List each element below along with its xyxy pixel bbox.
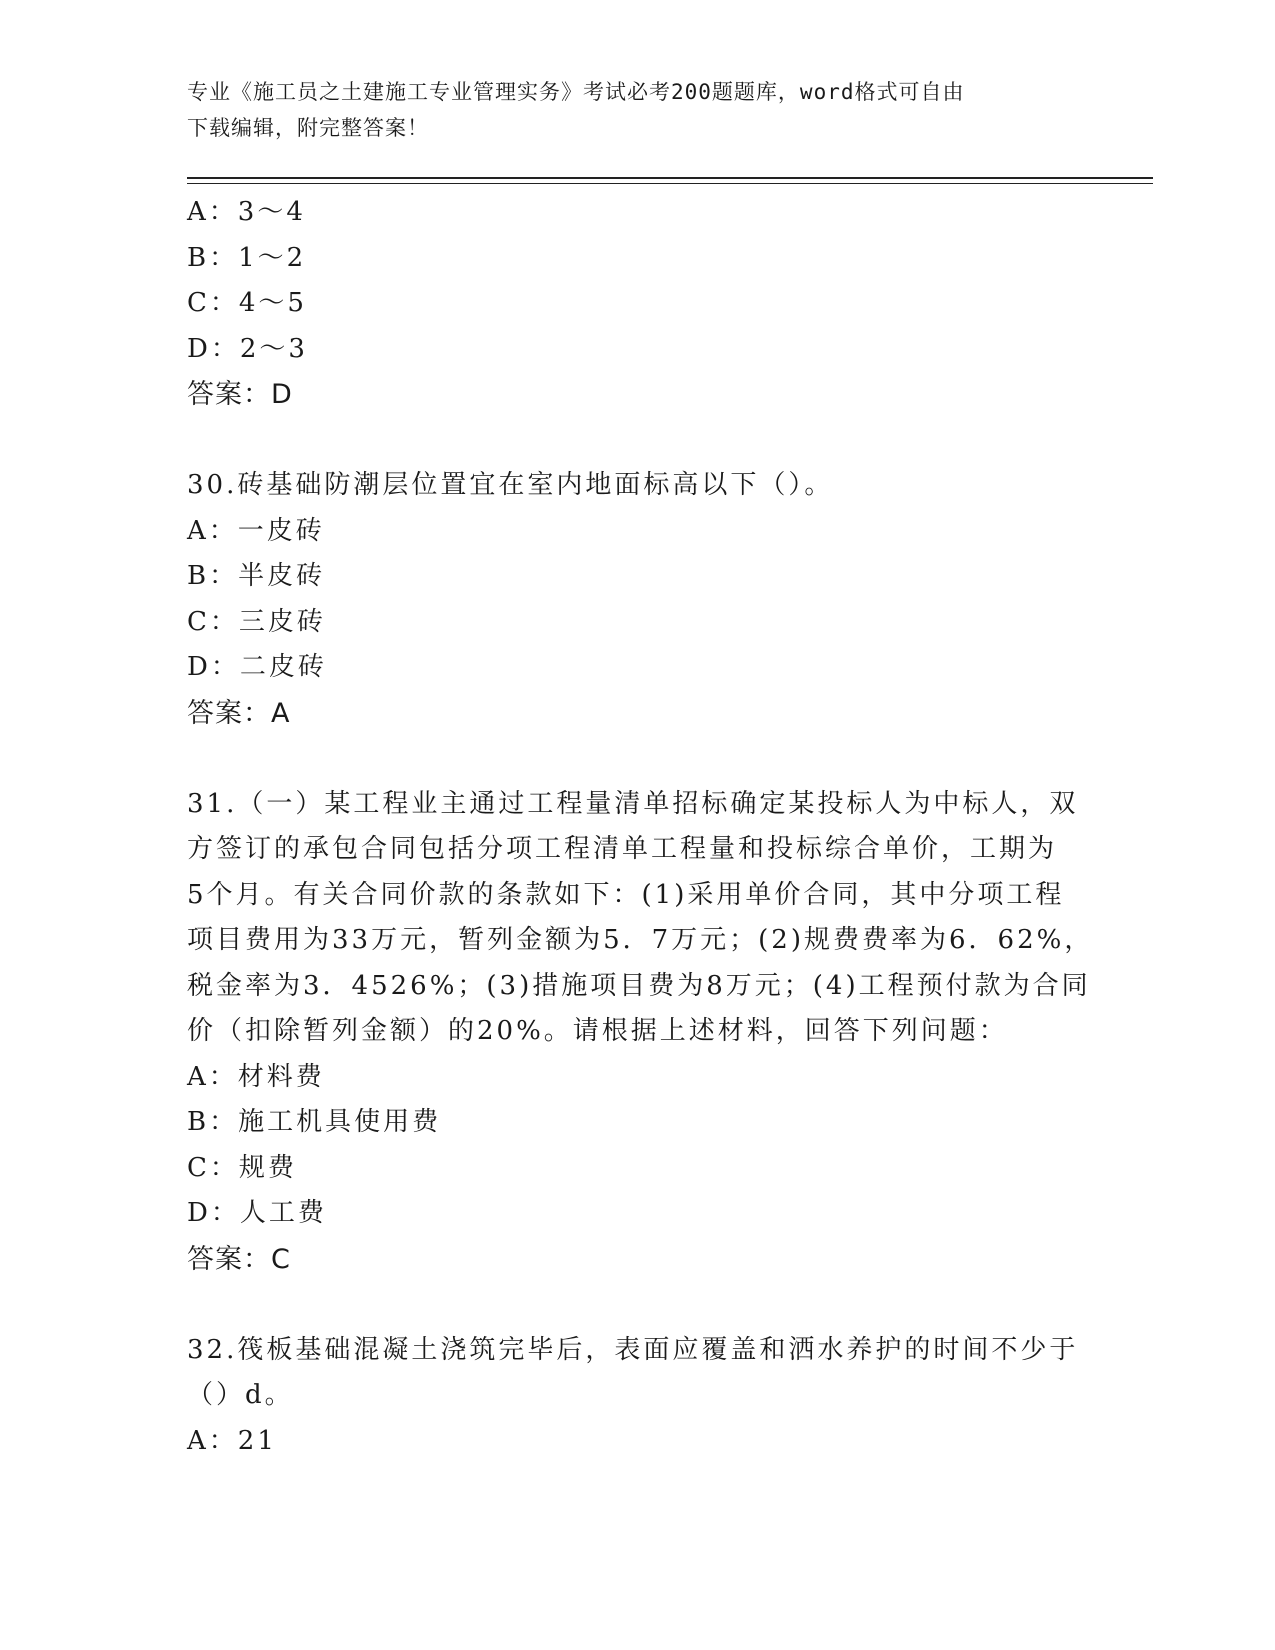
question-block [187,190,1087,418]
question-stem: 税金率为3．4526%；(3)措施项目费为8万元；(4)工程预付款为合同 [187,970,1091,1001]
option-line: D：2～3 [187,333,308,364]
block-gap [187,736,1087,782]
option-line: A：21 [187,1425,277,1456]
block-gap [187,1282,1087,1328]
question-stem: 5个月。有关合同价款的条款如下：(1)采用单价合同，其中分项工程 [187,879,1065,910]
question-block [187,782,1094,1283]
option-line: A：材料费 [187,1061,325,1092]
option-line: D：二皮砖 [187,652,327,682]
question-block [187,1328,1087,1465]
option-line: A：3～4 [187,197,306,227]
option-line: B：1～2 [187,242,307,273]
document-header [187,74,1067,146]
header-divider-thick [187,177,1153,179]
question-stem: 项目费用为33万元，暂列金额为5．7万元；(2)规费费率为6．62%， [187,925,1094,955]
question-stem: 32.筏板基础混凝土浇筑完毕后，表面应覆盖和洒水养护的时间不少于 [187,1334,1079,1365]
question-stem: 方签订的承包合同包括分项工程清单工程量和投标综合单价，工期为 [187,834,1058,864]
header-line-1: 专业《施工员之土建施工专业管理实务》考试必考200题题库，word格式可自由 [187,80,965,104]
option-line: A：一皮砖 [187,515,325,546]
question-stem: 30.砖基础防潮层位置宜在室内地面标高以下（）。 [187,470,834,500]
question-stem: （）d。 [187,1380,294,1410]
answer-line: 答案：A [187,697,291,729]
option-line: D：人工费 [187,1198,327,1228]
option-line: C：三皮砖 [187,606,326,637]
question-block [187,463,1087,736]
question-stem: 价（扣除暂列金额）的20%。请根据上述材料，回答下列问题： [187,1016,1008,1046]
block-gap [187,418,1087,464]
option-line: B：施工机具使用费 [187,1107,442,1137]
answer-line: 答案：D [187,379,293,410]
question-stem: 31.（一）某工程业主通过工程量清单招标确定某投标人为中标人，双 [187,788,1079,819]
option-line: C：4～5 [187,288,307,318]
option-line: C：规费 [187,1152,297,1183]
question-list [187,190,1094,1464]
option-line: B：半皮砖 [187,561,326,591]
answer-line: 答案：C [187,1243,291,1275]
header-divider-thin [187,183,1153,184]
header-line-2: 下载编辑，附完整答案！ [187,116,429,140]
